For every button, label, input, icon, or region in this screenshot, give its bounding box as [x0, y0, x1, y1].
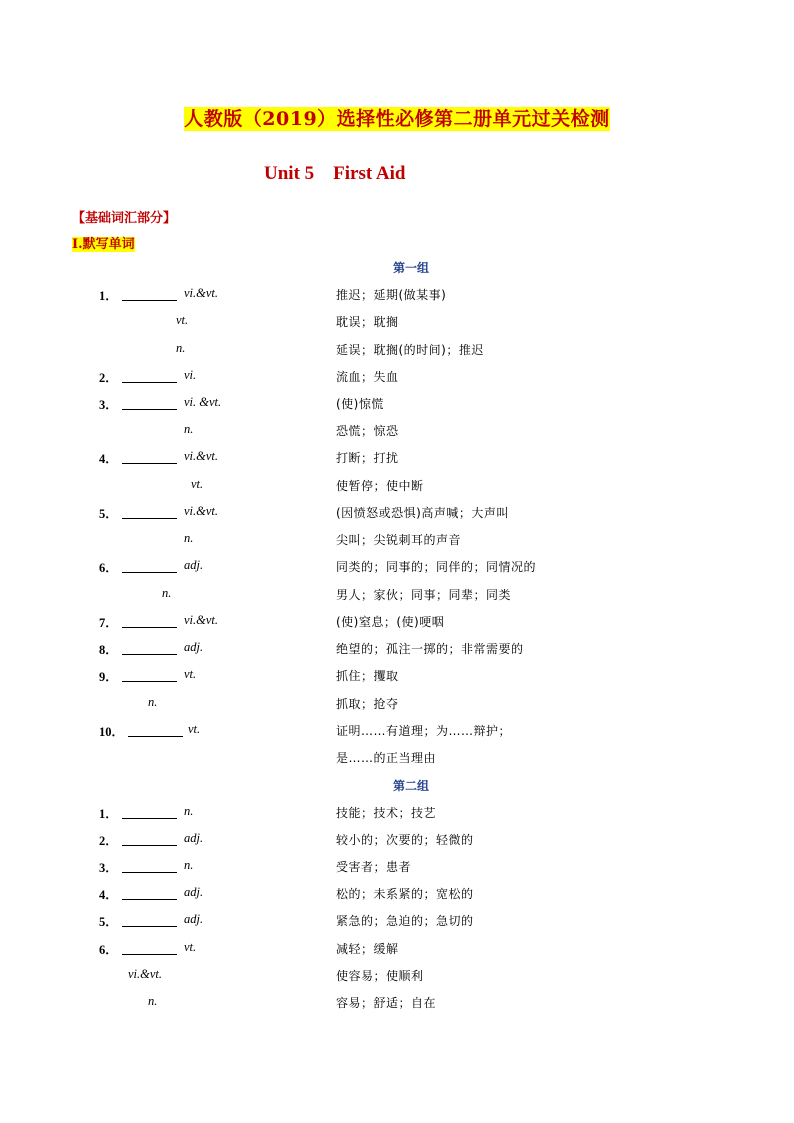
answer-blank — [122, 572, 177, 573]
word-meaning: 容易；舒适；自在 — [336, 996, 437, 1010]
part-of-speech: vi.&vt. — [128, 967, 163, 981]
vocab-row — [0, 449, 794, 469]
word-meaning: 绝望的；孤注一掷的；非常需要的 — [336, 642, 524, 656]
vocab-row — [0, 504, 794, 524]
item-number: 6． — [99, 561, 118, 575]
word-meaning: 较小的；次要的；轻微的 — [336, 833, 474, 847]
part-of-speech: vi.&vt. — [184, 613, 219, 627]
item-number: 7． — [99, 616, 118, 630]
vocab-row — [0, 667, 794, 687]
part-of-speech: n. — [184, 531, 194, 545]
section-dictation-words: Ⅰ.默写单词 — [72, 237, 135, 252]
answer-blank — [122, 654, 177, 655]
vocab-row — [0, 341, 794, 361]
item-number: 3． — [99, 398, 118, 412]
vocab-row — [0, 994, 794, 1014]
part-of-speech: n. — [162, 586, 172, 600]
word-meaning: 推迟；延期(做某事) — [336, 288, 447, 302]
item-number: 4． — [99, 888, 118, 902]
part-of-speech: vt. — [176, 313, 189, 327]
answer-blank — [122, 954, 177, 955]
word-meaning: 松的；未系紧的；宽松的 — [336, 887, 474, 901]
part-of-speech: adj. — [184, 831, 204, 845]
part-of-speech: vi. &vt. — [184, 395, 222, 409]
word-meaning: 使暂停；使中断 — [336, 479, 424, 493]
vocab-row — [0, 558, 794, 578]
vocab-row — [0, 368, 794, 388]
vocab-row — [0, 313, 794, 333]
word-meaning: 抓取；抢夺 — [336, 697, 399, 711]
word-meaning: (使)窒息；(使)哽咽 — [336, 615, 445, 629]
part-of-speech: vt. — [191, 477, 204, 491]
vocab-row — [0, 286, 794, 306]
item-number: 2． — [99, 834, 118, 848]
answer-blank — [122, 872, 177, 873]
unit-title: Unit 5 First Aid — [264, 163, 406, 184]
part-of-speech: adj. — [184, 885, 204, 899]
item-number: 3． — [99, 861, 118, 875]
item-number: 2． — [99, 371, 118, 385]
vocab-row — [0, 695, 794, 715]
part-of-speech: vt. — [184, 940, 197, 954]
part-of-speech: n. — [184, 422, 194, 436]
group-one-title: 第一组 — [392, 261, 429, 275]
word-meaning: 男人；家伙；同事；同辈；同类 — [336, 588, 512, 602]
part-of-speech: vi.&vt. — [184, 449, 219, 463]
word-meaning: 技能；技术；技艺 — [336, 806, 437, 820]
word-meaning: 受害者；患者 — [336, 860, 412, 874]
answer-blank — [122, 382, 177, 383]
word-meaning: 抓住；攫取 — [336, 669, 399, 683]
item-number: 8． — [99, 643, 118, 657]
word-meaning: 延误；耽搁(的时间)；推迟 — [336, 343, 484, 357]
part-of-speech: n. — [148, 695, 158, 709]
word-meaning: (使)惊慌 — [336, 397, 384, 411]
item-number: 10． — [99, 725, 125, 739]
word-meaning: 证明……有道理；为……辩护； — [336, 724, 512, 738]
item-number: 1． — [99, 289, 118, 303]
vocab-row — [0, 395, 794, 415]
part-of-speech: vi. — [184, 368, 197, 382]
word-meaning: 同类的；同事的；同伴的；同情况的 — [336, 560, 537, 574]
part-of-speech: n. — [184, 804, 194, 818]
part-of-speech: n. — [148, 994, 158, 1008]
answer-blank — [122, 518, 177, 519]
word-meaning: 是……的正当理由 — [336, 751, 437, 765]
section-basic-vocabulary: 【基础词汇部分】 — [72, 211, 177, 226]
answer-blank — [122, 899, 177, 900]
item-number: 1． — [99, 807, 118, 821]
word-meaning: (因愤怒或恐惧)高声喊；大声叫 — [336, 506, 509, 520]
word-meaning: 打断；打扰 — [336, 451, 399, 465]
vocab-row — [0, 831, 794, 851]
vocab-row — [0, 531, 794, 551]
vocab-row — [0, 940, 794, 960]
part-of-speech: adj. — [184, 912, 204, 926]
answer-blank — [122, 681, 177, 682]
vocab-row — [0, 804, 794, 824]
item-number: 5． — [99, 915, 118, 929]
word-meaning: 使容易；使顺利 — [336, 969, 424, 983]
vocab-row — [0, 912, 794, 932]
item-number: 4． — [99, 452, 118, 466]
item-number: 6． — [99, 943, 118, 957]
part-of-speech: vt. — [184, 667, 197, 681]
part-of-speech: n. — [184, 858, 194, 872]
word-meaning: 耽误；耽搁 — [336, 315, 399, 329]
answer-blank — [122, 627, 177, 628]
word-meaning: 紧急的；急迫的；急切的 — [336, 914, 474, 928]
word-meaning: 尖叫；尖锐刺耳的声音 — [336, 533, 462, 547]
answer-blank — [128, 736, 183, 737]
vocab-row — [0, 858, 794, 878]
answer-blank — [122, 845, 177, 846]
vocab-row — [0, 613, 794, 633]
word-meaning: 流血；失血 — [336, 370, 399, 384]
part-of-speech: adj. — [184, 558, 204, 572]
part-of-speech: vi.&vt. — [184, 504, 219, 518]
word-meaning: 减轻；缓解 — [336, 942, 399, 956]
vocab-row — [0, 967, 794, 987]
vocab-row — [0, 749, 794, 769]
vocab-row — [0, 885, 794, 905]
vocab-row — [0, 422, 794, 442]
word-meaning: 恐慌；惊恐 — [336, 424, 399, 438]
answer-blank — [122, 818, 177, 819]
part-of-speech: vt. — [188, 722, 201, 736]
answer-blank — [122, 926, 177, 927]
vocab-row — [0, 477, 794, 497]
part-of-speech: adj. — [184, 640, 204, 654]
item-number: 5． — [99, 507, 118, 521]
answer-blank — [122, 463, 177, 464]
part-of-speech: n. — [176, 341, 186, 355]
document-title: 人教版（2019）选择性必修第二册单元过关检测 — [184, 108, 610, 130]
vocab-row — [0, 722, 794, 742]
answer-blank — [122, 300, 177, 301]
vocab-row — [0, 586, 794, 606]
vocab-row — [0, 640, 794, 660]
part-of-speech: vi.&vt. — [184, 286, 219, 300]
answer-blank — [122, 409, 177, 410]
item-number: 9． — [99, 670, 118, 684]
group-two-title: 第二组 — [392, 779, 429, 793]
